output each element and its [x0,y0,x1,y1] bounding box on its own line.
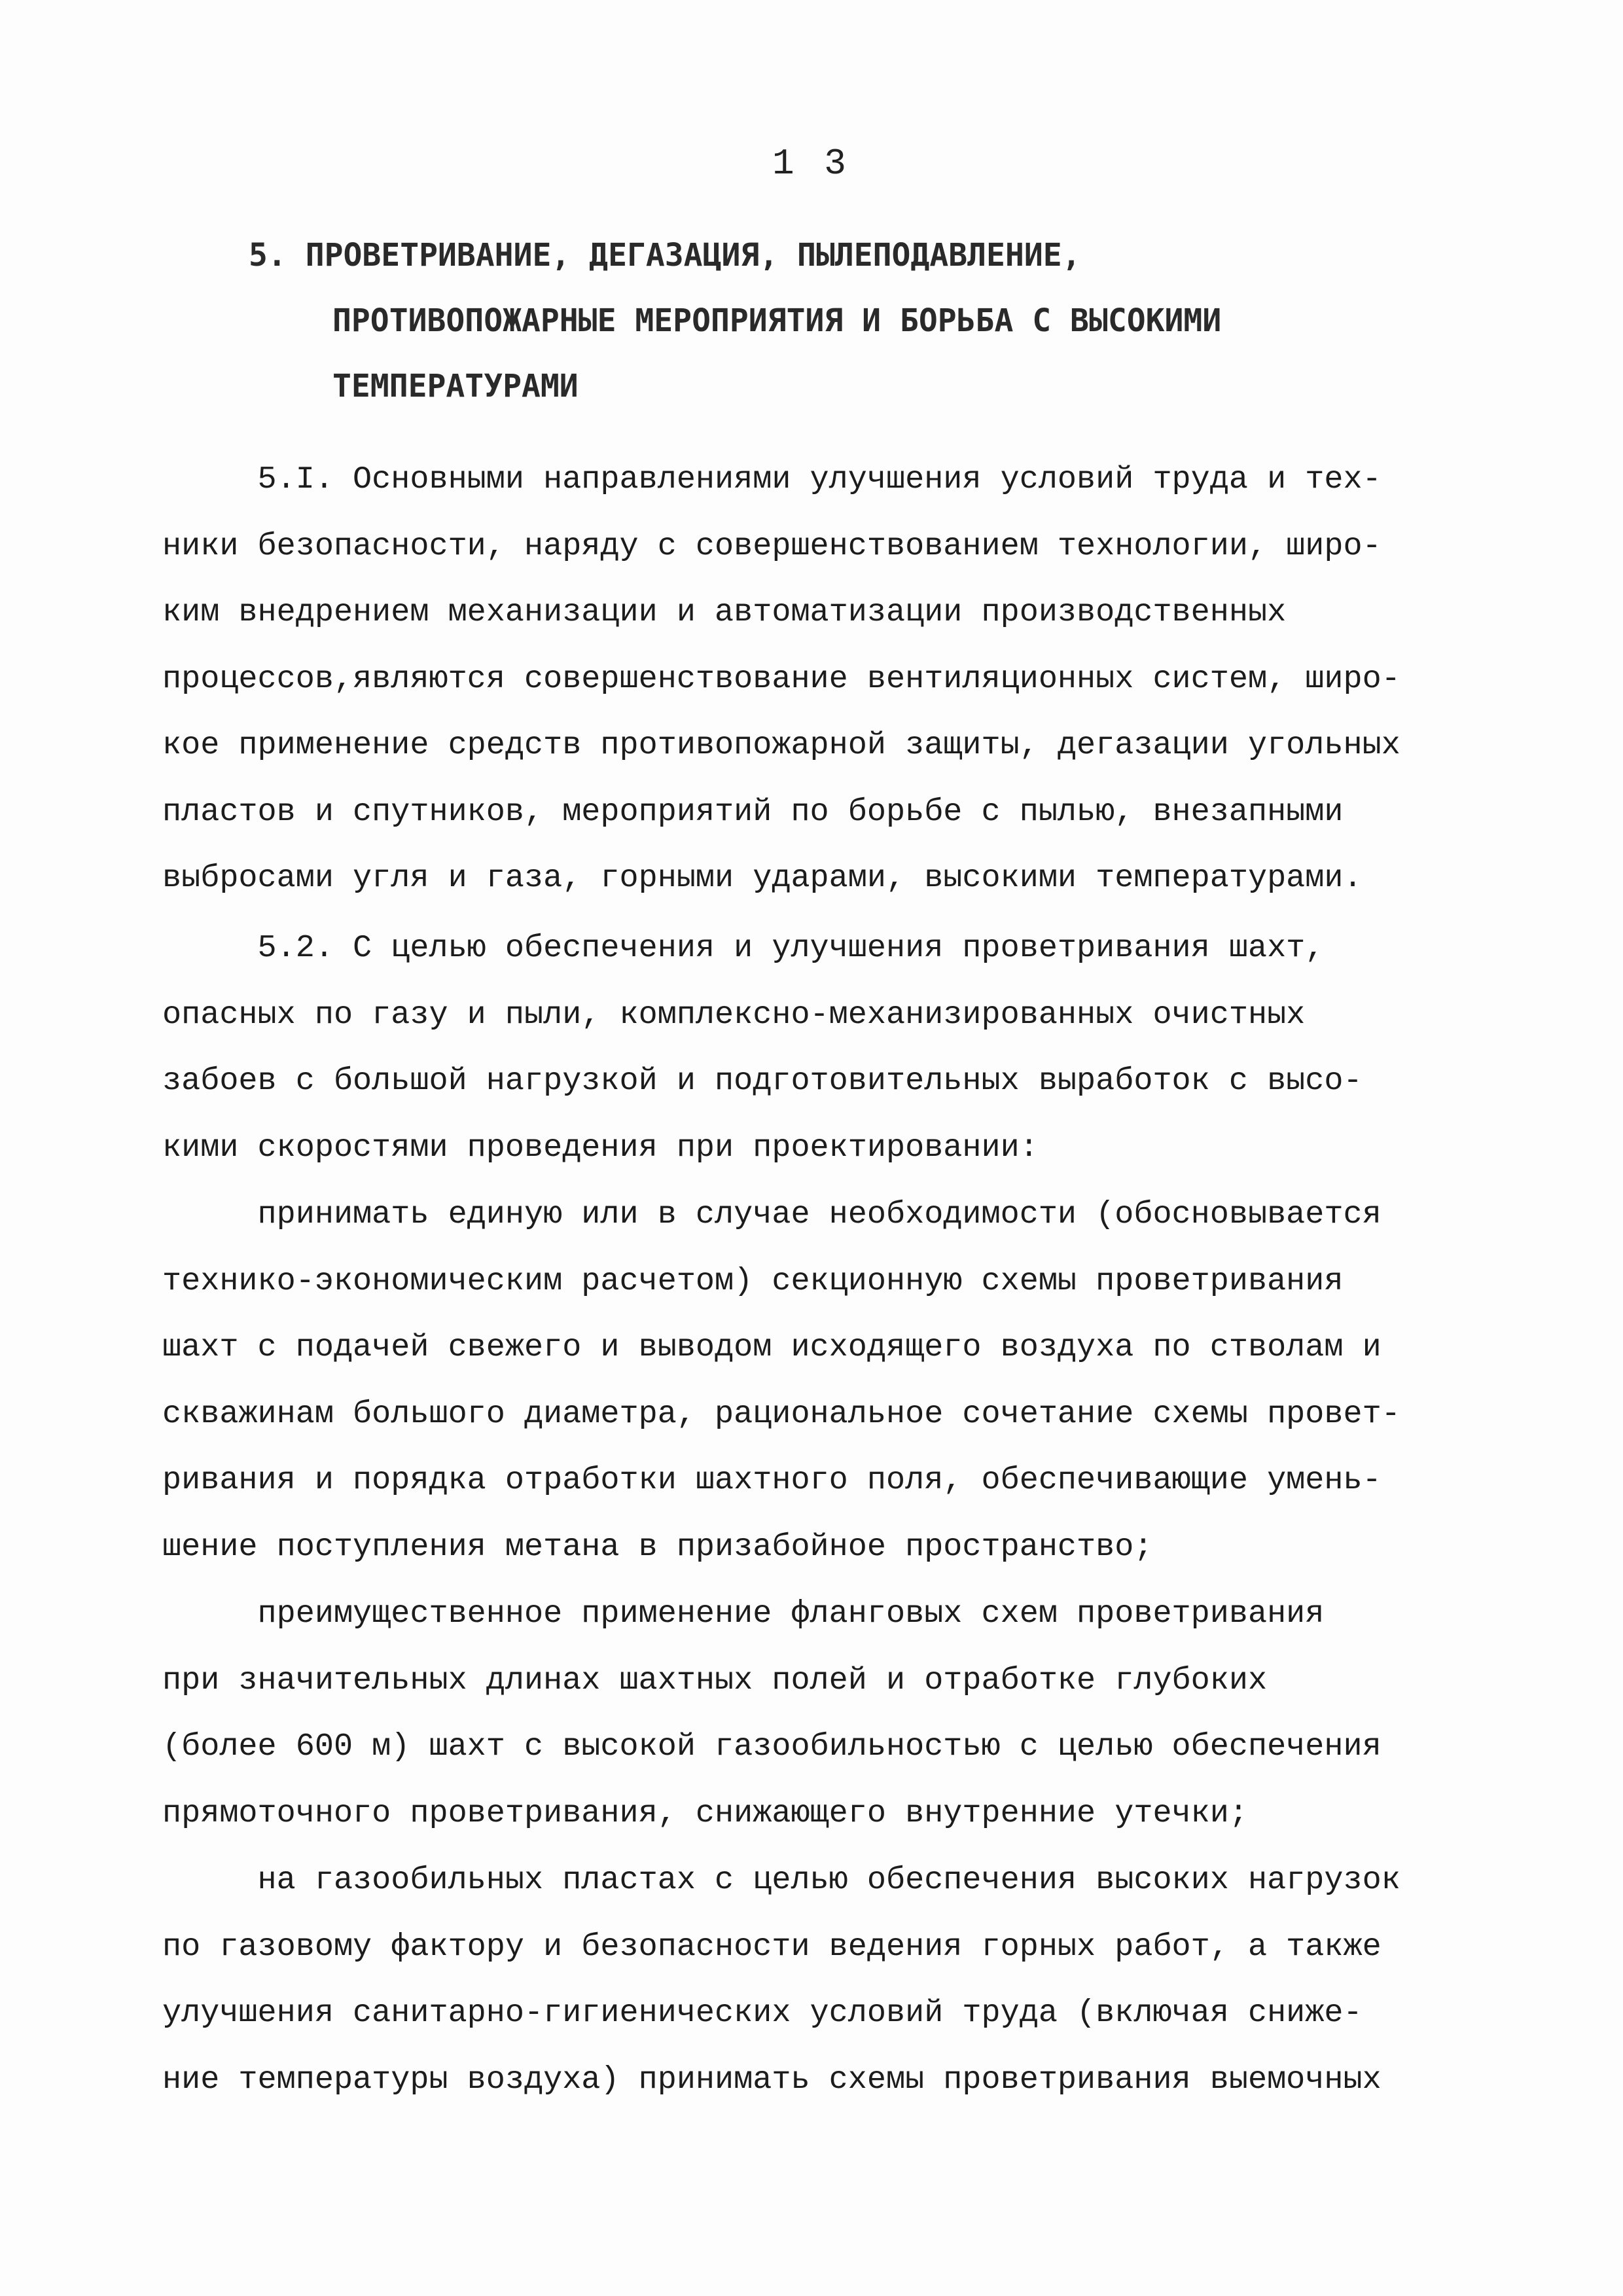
heading-line: ПРОТИВОПОЖАРНЫЕ МЕРОПРИЯТИЯ И БОРЬБА С ВЫСОКИМИ [332,302,1222,339]
paragraph-item-3 [162,1847,1478,2113]
text-line: на газообильных пластах с целью обеспечения высоких нагрузок [162,1862,1400,1898]
text-line: 5.I. Основными направлениями улучшения условий труда и тех- [162,461,1382,497]
paragraph-item-2 [162,1581,1478,1846]
text-line: 5.2. С целью обеспечения и улучшения проветривания шахт, [162,930,1325,966]
text-line: ние температуры воздуха) принимать схемы проветривания выемочных [162,2061,1382,2098]
text-line: по газовому фактору и безопасности ведения горных работ, а также [162,1928,1382,1965]
text-line: опасных по газу и пыли, комплексно-механизированных очистных [162,996,1306,1033]
text-line: кими скоростями проведения при проектировании: [162,1129,1039,1166]
section-heading [249,223,1427,419]
paragraph-5-2 [162,915,1478,1181]
paragraph-5-1 [162,446,1478,912]
text-line: процессов,являются совершенствование вентиляционных систем, широ- [162,660,1400,697]
text-line: кое применение средств противопожарной защиты, дегазации угольных [162,727,1400,763]
text-line: выбросами угля и газа, горными ударами, высокими температурами. [162,860,1363,896]
paragraph-item-1 [162,1181,1478,1580]
text-line: шахт с подачей свежего и выводом исходящего воздуха по стволам и [162,1329,1382,1365]
text-line: ким внедрением механизации и автоматизации производственных [162,594,1287,630]
text-line: преимущественное применение фланговых схем проветривания [162,1596,1325,1632]
text-line: технико-экономическим расчетом) секционную схемы проветривания [162,1263,1344,1299]
heading-line: 5. ПРОВЕТРИВАНИЕ, ДЕГАЗАЦИЯ, ПЫЛЕПОДАВЛЕНИЕ, [249,237,1081,274]
text-line: ники безопасности, наряду с совершенствованием технологии, широ- [162,528,1382,564]
text-line: ривания и порядка отработки шахтного поля, обеспечивающие умень- [162,1462,1382,1498]
text-line: пластов и спутников, мероприятий по борьбе с пылью, внезапными [162,793,1344,830]
text-line: забоев с большой нагрузкой и подготовительных выработок с высо- [162,1063,1363,1099]
text-line: (более 600 м) шахт с высокой газообильностью с целью обеспечения [162,1729,1382,1765]
text-line: скважинам большого диаметра, рациональное сочетание схемы провет- [162,1395,1400,1432]
text-line: при значительных длинах шахтных полей и отработке глубоких [162,1662,1268,1698]
text-line: принимать единую или в случае необходимости (обосновывается [162,1196,1382,1232]
text-line: прямоточного проветривания, снижающего внутренние утечки; [162,1795,1248,1831]
page-number: 1 3 [772,143,850,185]
text-line: улучшения санитарно-гигиенических условий труда (включая сниже- [162,1995,1363,2031]
text-line: шение поступления метана в призабойное пространство; [162,1528,1153,1565]
heading-line: ТЕМПЕРАТУРАМИ [332,368,579,404]
